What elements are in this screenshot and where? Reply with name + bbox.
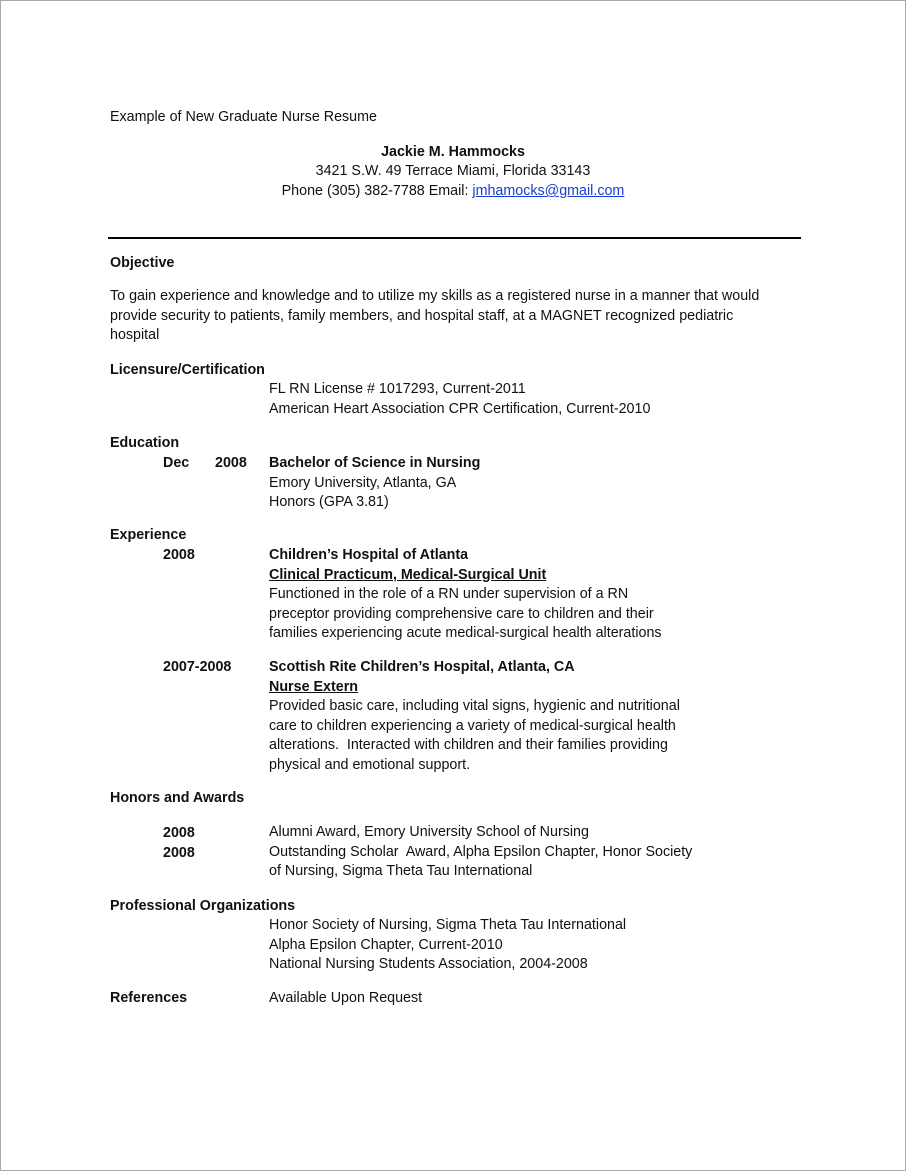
experience-role: Clinical Practicum, Medical-Surgical Unit bbox=[269, 566, 547, 583]
objective-heading: Objective bbox=[110, 255, 175, 271]
experience-org: Scottish Rite Children’s Hospital, Atlanta, CA bbox=[269, 659, 575, 675]
experience-line: care to children experiencing a variety of medical-surgical health bbox=[269, 717, 676, 734]
contact-line bbox=[110, 182, 796, 202]
experience-line: families experiencing acute medical-surgical health alterations bbox=[269, 625, 662, 642]
header-divider bbox=[108, 237, 801, 239]
email-link[interactable]: jmhamocks@gmail.com bbox=[472, 183, 625, 199]
experience-line: Functioned in the role of a RN under supervision of a RN bbox=[269, 586, 629, 603]
honors-heading: Honors and Awards bbox=[110, 790, 245, 806]
objective-text bbox=[110, 287, 759, 346]
honor-year: 2008 bbox=[163, 845, 195, 861]
applicant-name: Jackie M. Hammocks bbox=[381, 144, 525, 160]
experience-date: 2008 bbox=[163, 547, 195, 563]
experience-line: preceptor providing comprehensive care to children and their bbox=[269, 605, 654, 622]
honor-line: Alumni Award, Emory University School of Nursing bbox=[269, 824, 589, 840]
experience-role: Nurse Extern bbox=[269, 678, 358, 695]
licensure-item: FL RN License # 1017293, Current-2011 bbox=[269, 381, 526, 397]
organizations-heading: Professional Organizations bbox=[110, 898, 296, 914]
organization-item: National Nursing Students Association, 2004-2008 bbox=[269, 956, 588, 973]
licensure-list bbox=[269, 380, 650, 419]
education-honors: Honors (GPA 3.81) bbox=[269, 494, 389, 511]
experience-date: 2007-2008 bbox=[163, 659, 232, 675]
phone-text: Phone (305) 382-7788 Email: bbox=[281, 183, 473, 199]
applicant-address: 3421 S.W. 49 Terrace Miami, Florida 33143 bbox=[315, 163, 591, 179]
organization-item: Honor Society of Nursing, Sigma Theta Tau International bbox=[269, 917, 627, 933]
education-school: Emory University, Atlanta, GA bbox=[269, 474, 457, 491]
honors-list bbox=[269, 823, 692, 882]
licensure-item: American Heart Association CPR Certification, Current-2010 bbox=[269, 400, 651, 417]
objective-line: provide security to patients, family members, and hospital staff, at a MAGNET recognized pediatric bbox=[110, 307, 734, 324]
organization-item: Alpha Epsilon Chapter, Current-2010 bbox=[269, 936, 503, 953]
experience-line: alterations. Interacted with children and their families providing bbox=[269, 737, 668, 754]
experience-line: physical and emotional support. bbox=[269, 756, 471, 773]
objective-line: hospital bbox=[110, 327, 160, 344]
education-year: 2008 bbox=[215, 455, 247, 471]
experience-org: Children’s Hospital of Atlanta bbox=[269, 547, 469, 563]
education-month: Dec bbox=[163, 455, 190, 471]
experience-line: Provided basic care, including vital signs, hygienic and nutritional bbox=[269, 698, 680, 715]
licensure-heading: Licensure/Certification bbox=[110, 362, 265, 378]
references-text: Available Upon Request bbox=[269, 990, 423, 1006]
document-title: Example of New Graduate Nurse Resume bbox=[110, 109, 377, 125]
honor-line: of Nursing, Sigma Theta Tau International bbox=[269, 863, 533, 880]
experience-entry bbox=[269, 658, 680, 776]
references-heading: References bbox=[110, 990, 188, 1006]
education-heading: Education bbox=[110, 435, 180, 451]
honor-line: Outstanding Scholar Award, Alpha Epsilon Chapter, Honor Society bbox=[269, 843, 693, 860]
experience-entry bbox=[269, 546, 662, 644]
objective-line: To gain experience and knowledge and to utilize my skills as a registered nurse in a manner that would bbox=[110, 288, 760, 304]
education-details bbox=[269, 454, 480, 513]
organizations-list bbox=[269, 916, 626, 975]
honor-year: 2008 bbox=[163, 825, 195, 841]
experience-heading: Experience bbox=[110, 527, 187, 543]
education-degree: Bachelor of Science in Nursing bbox=[269, 455, 481, 471]
